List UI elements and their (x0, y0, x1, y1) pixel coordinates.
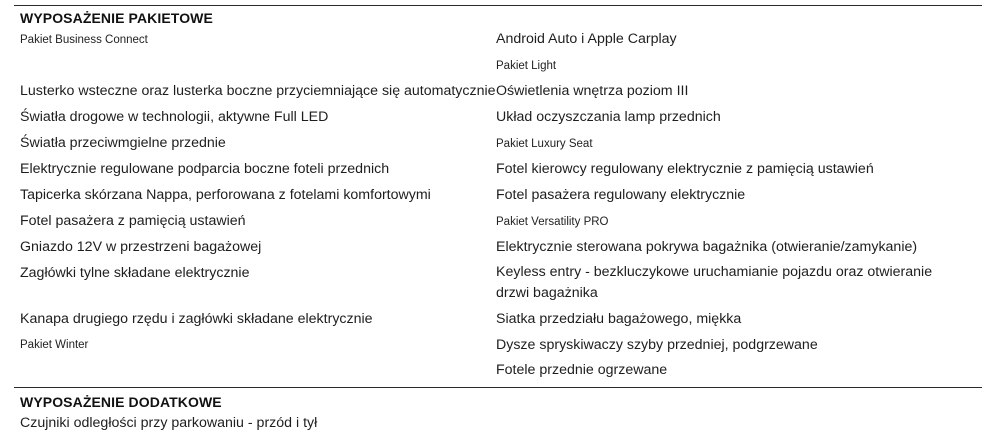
package-item: Światła przeciwmgielne przednie (20, 135, 226, 151)
package-item: Dysze spryskiwaczy szyby przedniej, podgrzewane (496, 337, 818, 353)
package-item: Lusterko wsteczne oraz lusterka boczne przyciemniające się automatycznie (20, 83, 496, 99)
package-item: Keyless entry - bezkluczykowe uruchamianie pojazdu oraz otwieranie drzwi bagażnika (496, 264, 933, 301)
package-item: Fotel pasażera z pamięcią ustawień (20, 213, 246, 229)
package-item: Pakiet Winter (20, 339, 89, 351)
package-item: Zagłówki tylne składane elektrycznie (20, 265, 250, 281)
extras-item: Czujniki odległości przy parkowaniu - przód i tył (20, 415, 318, 431)
package-item: Fotele przednie ogrzewane (496, 362, 668, 378)
package-item: Pakiet Versatility PRO (496, 216, 609, 228)
package-item: Fotel pasażera regulowany elektrycznie (496, 187, 746, 203)
package-item: Elektrycznie sterowana pokrywa bagażnika (otwieranie/zamykanie) (496, 239, 918, 255)
section-title-packages: WYPOSAŻENIE PAKIETOWE (20, 10, 213, 26)
package-item: Elektrycznie regulowane podparcia boczne foteli przednich (20, 161, 390, 177)
package-item: Fotel kierowcy regulowany elektrycznie z pamięcią ustawień (496, 161, 874, 177)
extras-divider (14, 387, 982, 388)
package-item: Pakiet Light (496, 60, 557, 72)
package-item: Kanapa drugiego rzędu i zagłówki składane elektrycznie (20, 311, 373, 327)
package-item: Oświetlenia wnętrza poziom III (496, 83, 689, 99)
package-item: Android Auto i Apple Carplay (496, 31, 677, 47)
package-item: Pakiet Business Connect (20, 34, 148, 46)
package-item: Tapicerka skórzana Nappa, perforowana z fotelami komfortowymi (20, 187, 431, 203)
package-item: Światła drogowe w technologii, aktywne Full LED (20, 109, 329, 125)
package-item: Układ oczyszczania lamp przednich (496, 109, 721, 125)
top-divider (14, 5, 982, 6)
package-item: Gniazdo 12V w przestrzeni bagażowej (20, 239, 262, 255)
section-title-extras: WYPOSAŻENIE DODATKOWE (20, 394, 222, 410)
package-item: Siatka przedziału bagażowego, miękka (496, 311, 742, 327)
package-item: Pakiet Luxury Seat (496, 138, 593, 150)
